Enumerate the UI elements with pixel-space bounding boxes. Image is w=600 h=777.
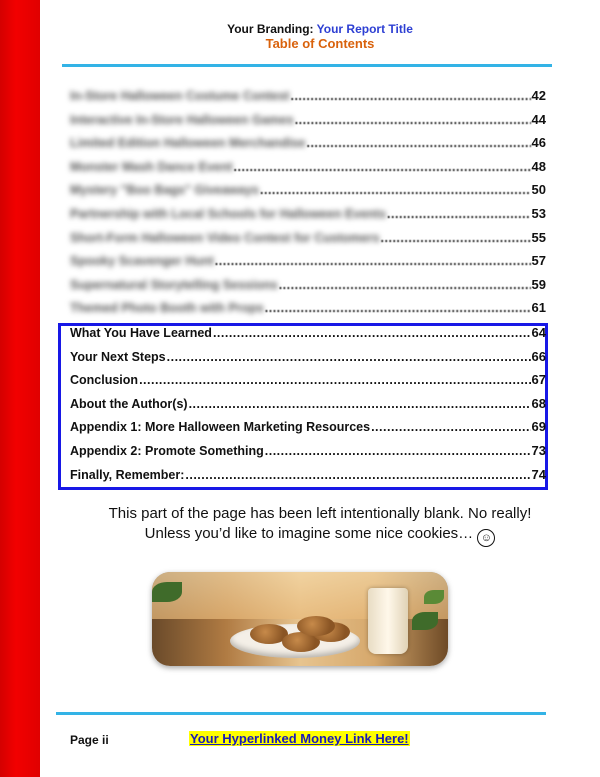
toc-entry[interactable] — [70, 372, 546, 396]
toc-entry-page: 53 — [531, 205, 546, 221]
report-title: Your Report Title — [316, 22, 413, 36]
toc-entry[interactable] — [70, 443, 546, 467]
toc-entry-page: 67 — [531, 372, 546, 388]
branding-label: Your Branding: — [227, 22, 314, 36]
toc-entry[interactable] — [70, 300, 546, 324]
toc-entry-page: 55 — [531, 229, 546, 245]
toc-entry-page: 73 — [531, 442, 546, 458]
toc-entry-page: 44 — [531, 111, 546, 127]
toc-entry[interactable] — [70, 182, 546, 206]
toc-entry-page: 68 — [531, 395, 546, 411]
toc-entry[interactable] — [70, 349, 546, 373]
money-link[interactable]: Your Hyperlinked Money Link Here! — [190, 731, 409, 746]
toc-entry-title: Finally, Remember: — [70, 467, 185, 482]
toc-entry-title: Your Next Steps — [70, 349, 166, 364]
toc-entry-page: 48 — [531, 158, 546, 174]
toc-entry-leader — [295, 113, 531, 127]
toc-entry-title: Mystery "Boo Bags" Giveaways — [70, 183, 260, 198]
toc-entry[interactable] — [70, 325, 546, 349]
toc-entry[interactable] — [70, 112, 546, 136]
toc-blurred-list — [70, 88, 546, 324]
toc-entry-page: 46 — [531, 135, 546, 151]
footer-divider — [56, 712, 546, 715]
photo-leaf — [424, 590, 444, 604]
toc-entry-leader — [189, 397, 531, 411]
toc-entry-leader — [306, 136, 530, 150]
toc-entry-page: 69 — [531, 419, 546, 435]
cookies-milk-photo — [152, 572, 448, 666]
toc-entry[interactable] — [70, 277, 546, 301]
blank-note — [40, 504, 600, 547]
toc-entry-leader — [387, 207, 530, 221]
toc-entry-title: What You Have Learned — [70, 326, 212, 340]
toc-visible-list — [70, 325, 546, 490]
toc-entry[interactable] — [70, 135, 546, 159]
toc-entry-title: About the Author(s) — [70, 396, 188, 411]
toc-entry-leader — [185, 468, 530, 482]
photo-leaf — [152, 582, 182, 602]
toc-entry[interactable] — [70, 419, 546, 443]
toc-entry-title: In-Store Halloween Costume Contest — [70, 89, 290, 103]
toc-entry-leader — [167, 350, 531, 364]
toc-heading: Table of Contents — [265, 36, 375, 51]
toc-entry-title: Themed Photo Booth with Props — [70, 301, 264, 316]
blank-note-line2-text: Unless you’d like to imagine some nice cookies… — [144, 525, 474, 542]
toc-entry-page: 61 — [531, 300, 546, 316]
toc-entry-title: Appendix 1: More Halloween Marketing Resources — [70, 420, 371, 435]
toc-entry-leader — [265, 444, 531, 458]
toc-entry-leader — [265, 301, 531, 315]
toc-entry-leader — [279, 278, 531, 292]
toc-entry-title: Short-Form Halloween Video Contest for Customers — [70, 230, 380, 245]
photo-leaf — [412, 612, 438, 630]
blank-note-line1: This part of the page has been left intentionally blank. No really! — [108, 505, 532, 522]
toc-entry-title: Interactive In-Store Halloween Games — [70, 112, 294, 127]
toc-entry-leader — [139, 373, 530, 387]
header-divider — [62, 64, 552, 67]
toc-entry[interactable] — [70, 467, 546, 491]
toc-entry-title: Spooky Scavenger Hunt — [70, 254, 214, 269]
toc-entry-page: 64 — [531, 325, 546, 340]
toc-entry-leader — [381, 231, 531, 245]
toc-entry-leader — [213, 326, 531, 340]
toc-entry-page: 50 — [531, 182, 546, 198]
toc-entry-title: Partnership with Local Schools for Halloween Events — [70, 206, 387, 221]
toc-entry-page: 74 — [531, 466, 546, 482]
toc-entry-title: Supernatural Storytelling Sessions — [70, 277, 278, 292]
toc-entry-page: 66 — [531, 348, 546, 364]
toc-entry-leader — [371, 420, 530, 434]
blank-note-line2 — [40, 524, 600, 547]
smiley-icon: ☺ — [477, 529, 495, 547]
toc-entry-leader — [260, 183, 531, 197]
toc-entry[interactable] — [70, 230, 546, 254]
toc-entry[interactable] — [70, 206, 546, 230]
red-side-bar — [0, 0, 40, 777]
toc-entry-leader — [215, 254, 531, 268]
toc-entry-title: Conclusion — [70, 373, 139, 388]
toc-entry-leader — [234, 160, 531, 174]
photo-milk-glass — [368, 588, 408, 654]
toc-entry-page: 42 — [531, 88, 546, 103]
photo-cookie — [297, 616, 335, 636]
toc-entry[interactable] — [70, 159, 546, 183]
branding-line — [40, 22, 600, 36]
page-header — [40, 22, 600, 52]
toc-entry[interactable] — [70, 396, 546, 420]
toc-entry-page: 57 — [531, 253, 546, 269]
toc-entry-leader — [290, 89, 530, 103]
toc-entry[interactable] — [70, 88, 546, 112]
toc-entry[interactable] — [70, 253, 546, 277]
toc-entry-title: Limited Edition Halloween Merchandise — [70, 136, 306, 151]
toc-entry-page: 59 — [531, 276, 546, 292]
toc-entry-title: Appendix 2: Promote Something — [70, 443, 264, 458]
page-number: Page ii — [70, 733, 109, 747]
toc-entry-title: Monster Mash Dance Event — [70, 159, 233, 174]
